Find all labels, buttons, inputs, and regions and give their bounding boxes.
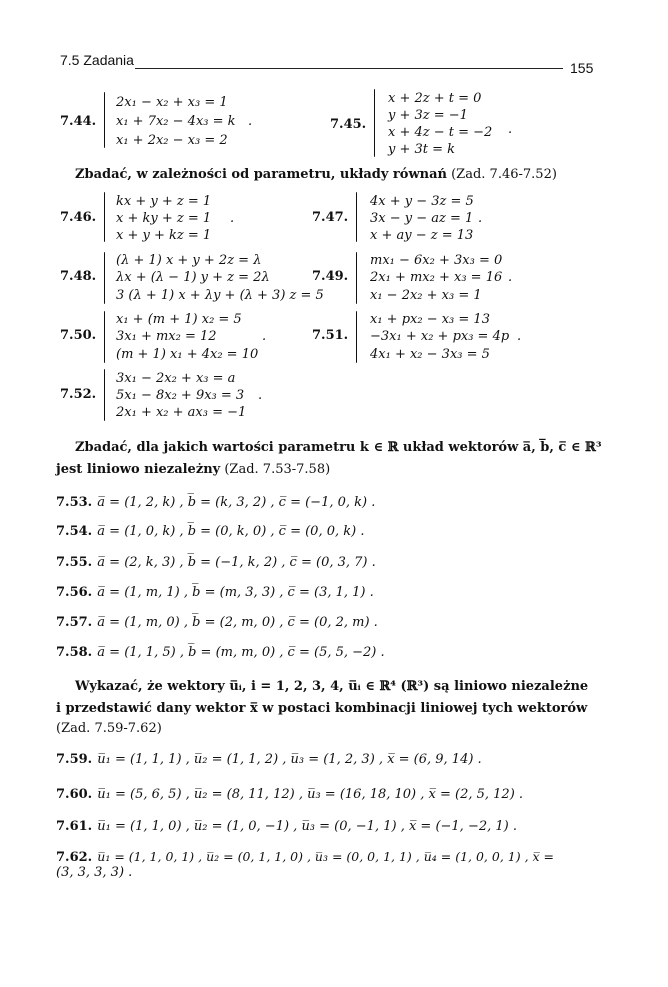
system-tail: . [262, 329, 267, 344]
task-number-7-46: 7.46. [60, 210, 97, 225]
system-line: 3x₁ − 2x₂ + x₃ = a [116, 371, 236, 386]
instruction-param [75, 167, 557, 182]
task-text: a̅ = (1, 0, k) , b̅ = (0, k, 0) , c̅ = (0, 0, k) . [97, 524, 365, 539]
system-line: x₁ + px₂ − x₃ = 13 [370, 312, 490, 327]
system-line: 3x − y − az = 1 [370, 211, 474, 226]
task-number-7-51: 7.51. [312, 328, 349, 343]
header-rule [135, 68, 563, 69]
brace-7-48 [104, 252, 105, 304]
task-number: 7.53. [56, 495, 93, 510]
system-line: x₁ + 2x₂ − x₃ = 2 [116, 133, 228, 148]
task-number-7-48: 7.48. [60, 269, 97, 284]
system-line: 5x₁ − 8x₂ + 9x₃ = 3 [116, 388, 245, 403]
system-tail: . [508, 122, 513, 137]
system-line: x₁ + (m + 1) x₂ = 5 [116, 312, 242, 327]
combo-task [56, 815, 517, 834]
brace-7-46 [104, 192, 105, 242]
system-line: x + ay − z = 13 [370, 228, 474, 243]
system-line: λx + (λ − 1) y + z = 2λ [116, 270, 270, 285]
system-line: 3x₁ + mx₂ = 12 [116, 329, 217, 344]
system-tail: . [258, 388, 263, 403]
page-number: 155 [570, 60, 594, 76]
task-text: a̅ = (1, 2, k) , b̅ = (k, 3, 2) , c̅ = (−1, 0, k) . [97, 495, 376, 510]
system-tail: . [517, 329, 522, 344]
task-number-7-47: 7.47. [312, 210, 349, 225]
instruction-param-bold: Zbadać, w zależności od parametru, układy równań [75, 167, 447, 182]
task-number: 7.56. [56, 585, 93, 600]
combo-task [56, 748, 482, 767]
system-tail: . [478, 211, 483, 226]
instruction-vectors-line1: Zbadać, dla jakich wartości parametru k ∈ ℝ układ wektorów a̅, b̅, c̅ ∈ ℝ³ [75, 440, 602, 455]
system-tail: . [508, 270, 513, 285]
task-number-7-44: 7.44. [60, 114, 97, 129]
task-number: 7.54. [56, 524, 93, 539]
system-line: (m + 1) x₁ + 4x₂ = 10 [116, 347, 259, 362]
brace-7-44 [104, 92, 105, 148]
task-text: u̅₁ = (1, 1, 0) , u̅₂ = (1, 0, −1) , u̅₃ = (0, −1, 1) , x̅ = (−1, −2, 1) . [97, 819, 517, 834]
system-line: mx₁ − 6x₂ + 3x₃ = 0 [370, 253, 503, 268]
system-line: 2x₁ + x₂ + ax₃ = −1 [116, 405, 247, 420]
instruction-param-ref: (Zad. 7.46-7.52) [451, 167, 557, 182]
task-text: u̅₁ = (1, 1, 0, 1) , u̅₂ = (0, 1, 1, 0) , u̅₃ = (0, 0, 1, 1) , u̅₄ = (1, 0, 0, 1) , x̅ = [97, 849, 555, 864]
task-number: 7.57. [56, 615, 93, 630]
system-line: y + 3t = k [388, 142, 456, 157]
task-text: a̅ = (1, m, 0) , b̅ = (2, m, 0) , c̅ = (0, 2, m) . [97, 615, 378, 630]
brace-7-50 [104, 311, 105, 363]
system-line: 2x₁ − x₂ + x₃ = 1 [116, 95, 228, 110]
system-tail: . [248, 114, 253, 129]
system-line: kx + y + z = 1 [116, 194, 212, 209]
combo-task-continuation: (3, 3, 3, 3) . [56, 865, 133, 880]
system-line: x₁ − 2x₂ + x₃ = 1 [370, 288, 482, 303]
task-number: 7.60. [56, 787, 93, 802]
system-line: x + ky + z = 1 [116, 211, 212, 226]
system-line: 3 (λ + 1) x + λy + (λ + 3) z = 5 [116, 288, 324, 303]
brace-7-47 [356, 192, 357, 242]
brace-7-49 [356, 252, 357, 304]
system-line: 4x₁ + x₂ − 3x₃ = 5 [370, 347, 490, 362]
task-number-7-49: 7.49. [312, 269, 349, 284]
task-text: u̅₁ = (1, 1, 1) , u̅₂ = (1, 1, 2) , u̅₃ = (1, 2, 3) , x̅ = (6, 9, 14) . [97, 752, 482, 767]
system-tail: . [230, 211, 235, 226]
task-number: 7.62. [56, 850, 93, 865]
instruction-vectors-ref: (Zad. 7.53-7.58) [224, 462, 331, 477]
task-number: 7.58. [56, 645, 93, 660]
system-line: x + 2z + t = 0 [388, 91, 482, 106]
instruction-vectors-bold: jest liniowo niezależny [56, 462, 221, 477]
running-header-section: 7.5 Zadania [60, 52, 134, 68]
instruction-combo-ref: (Zad. 7.59-7.62) [56, 721, 162, 736]
task-number: 7.55. [56, 555, 93, 570]
vector-task [56, 520, 364, 539]
instruction-vectors-line2 [56, 462, 330, 477]
instruction-combo-line2: i przedstawić dany wektor x̅ w postaci kombinacji liniowej tych wektorów [56, 701, 588, 716]
task-number: 7.59. [56, 752, 93, 767]
task-number: 7.61. [56, 819, 93, 834]
system-line: (λ + 1) x + y + 2z = λ [116, 253, 262, 268]
combo-task [56, 783, 523, 802]
task-text: a̅ = (1, m, 1) , b̅ = (m, 3, 3) , c̅ = (3, 1, 1) . [97, 585, 374, 600]
vector-task [56, 551, 376, 570]
task-text: a̅ = (1, 1, 5) , b̅ = (m, m, 0) , c̅ = (5, 5, −2) . [97, 645, 385, 660]
vector-task [56, 581, 374, 600]
combo-task [56, 846, 554, 865]
task-number-7-50: 7.50. [60, 328, 97, 343]
vector-task [56, 491, 375, 510]
system-line: 4x + y − 3z = 5 [370, 194, 474, 209]
brace-7-45 [374, 89, 375, 157]
task-text: u̅₁ = (5, 6, 5) , u̅₂ = (8, 11, 12) , u̅₃ = (16, 18, 10) , x̅ = (2, 5, 12) . [97, 787, 524, 802]
system-line: x₁ + 7x₂ − 4x₃ = k [116, 114, 236, 129]
vector-task [56, 641, 385, 660]
system-line: x + y + kz = 1 [116, 228, 212, 243]
system-line: 2x₁ + mx₂ + x₃ = 16 [370, 270, 503, 285]
instruction-combo-line1: Wykazać, że wektory u̅ᵢ, i = 1, 2, 3, 4, u̅ᵢ ∈ ℝ⁴ (ℝ³) są liniowo niezależne [75, 679, 589, 694]
task-number-7-52: 7.52. [60, 387, 97, 402]
task-number-7-45: 7.45. [330, 117, 367, 132]
system-line: y + 3z = −1 [388, 108, 468, 123]
brace-7-52 [104, 369, 105, 421]
system-line: −3x₁ + x₂ + px₃ = 4p [370, 329, 510, 344]
task-text: a̅ = (2, k, 3) , b̅ = (−1, k, 2) , c̅ = (0, 3, 7) . [97, 555, 376, 570]
vector-task [56, 611, 378, 630]
system-line: x + 4z − t = −2 [388, 125, 493, 140]
brace-7-51 [356, 311, 357, 363]
